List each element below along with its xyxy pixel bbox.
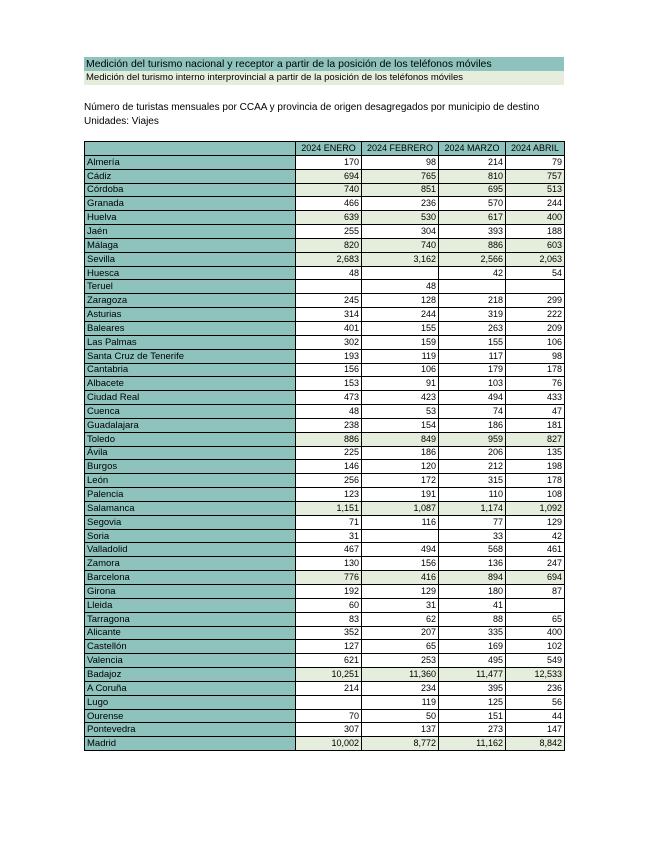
- table-row: [85, 391, 565, 405]
- value-cell: 70: [296, 709, 362, 723]
- province-name-cell: Baleares: [85, 321, 296, 335]
- value-cell: 193: [296, 349, 362, 363]
- province-name-cell: Valladolid: [85, 543, 296, 557]
- value-cell: 170: [296, 155, 362, 169]
- province-name-cell: Burgos: [85, 460, 296, 474]
- value-cell: 11,162: [439, 737, 506, 751]
- value-cell: 549: [506, 654, 565, 668]
- table-row: [85, 668, 565, 682]
- value-cell: [506, 280, 565, 294]
- value-cell: [362, 266, 439, 280]
- table-row: [85, 308, 565, 322]
- province-name-cell: Teruel: [85, 280, 296, 294]
- table-row: [85, 349, 565, 363]
- province-name-cell: Huesca: [85, 266, 296, 280]
- value-cell: 2,063: [506, 252, 565, 266]
- value-cell: 130: [296, 557, 362, 571]
- province-name-cell: Madrid: [85, 737, 296, 751]
- table-row: [85, 238, 565, 252]
- table-row: [85, 612, 565, 626]
- table-row: [85, 155, 565, 169]
- value-cell: 1,092: [506, 501, 565, 515]
- value-cell: 153: [296, 377, 362, 391]
- value-cell: 44: [506, 709, 565, 723]
- value-cell: 198: [506, 460, 565, 474]
- table-description: Número de turistas mensuales por CCAA y provincia de origen desagregados por municipio de destino: [84, 102, 540, 113]
- value-cell: 319: [439, 308, 506, 322]
- value-cell: 494: [439, 391, 506, 405]
- value-cell: 393: [439, 225, 506, 239]
- value-cell: 851: [362, 183, 439, 197]
- value-cell: 178: [506, 363, 565, 377]
- value-cell: 83: [296, 612, 362, 626]
- value-cell: 56: [506, 695, 565, 709]
- value-cell: 244: [362, 308, 439, 322]
- value-cell: 181: [506, 418, 565, 432]
- value-cell: 179: [439, 363, 506, 377]
- province-name-cell: Jaén: [85, 225, 296, 239]
- value-cell: 467: [296, 543, 362, 557]
- table-row: [85, 405, 565, 419]
- table-row: [85, 363, 565, 377]
- value-cell: 8,842: [506, 737, 565, 751]
- value-cell: 776: [296, 571, 362, 585]
- value-cell: 10,251: [296, 668, 362, 682]
- value-cell: 41: [439, 598, 506, 612]
- value-cell: 192: [296, 585, 362, 599]
- value-cell: 1,151: [296, 501, 362, 515]
- province-name-cell: Toledo: [85, 432, 296, 446]
- table-row: [85, 294, 565, 308]
- province-name-cell: Sevilla: [85, 252, 296, 266]
- value-cell: 116: [362, 515, 439, 529]
- province-name-cell: Guadalajara: [85, 418, 296, 432]
- value-cell: 31: [296, 529, 362, 543]
- value-cell: [439, 280, 506, 294]
- value-cell: 225: [296, 446, 362, 460]
- value-cell: 11,360: [362, 668, 439, 682]
- value-cell: 98: [506, 349, 565, 363]
- value-cell: [506, 598, 565, 612]
- column-header: 2024 ABRIL: [506, 142, 565, 156]
- value-cell: 186: [439, 418, 506, 432]
- value-cell: 466: [296, 197, 362, 211]
- table-row: [85, 723, 565, 737]
- value-cell: 886: [439, 238, 506, 252]
- value-cell: 191: [362, 488, 439, 502]
- table-row: [85, 446, 565, 460]
- value-cell: 810: [439, 169, 506, 183]
- province-name-cell: Salamanca: [85, 501, 296, 515]
- value-cell: 395: [439, 681, 506, 695]
- value-cell: 159: [362, 335, 439, 349]
- value-cell: 849: [362, 432, 439, 446]
- value-cell: 820: [296, 238, 362, 252]
- value-cell: 48: [296, 405, 362, 419]
- value-cell: 400: [506, 626, 565, 640]
- province-name-cell: Soria: [85, 529, 296, 543]
- province-name-cell: Lleida: [85, 598, 296, 612]
- value-cell: 209: [506, 321, 565, 335]
- value-cell: 494: [362, 543, 439, 557]
- province-name-cell: Ourense: [85, 709, 296, 723]
- value-cell: 207: [362, 626, 439, 640]
- table-row: [85, 681, 565, 695]
- value-cell: 335: [439, 626, 506, 640]
- value-cell: 91: [362, 377, 439, 391]
- value-cell: 154: [362, 418, 439, 432]
- value-cell: 568: [439, 543, 506, 557]
- table-row: [85, 183, 565, 197]
- value-cell: 3,162: [362, 252, 439, 266]
- value-cell: 169: [439, 640, 506, 654]
- value-cell: 214: [439, 155, 506, 169]
- value-cell: 740: [362, 238, 439, 252]
- table-body: [85, 155, 565, 750]
- value-cell: 102: [506, 640, 565, 654]
- value-cell: 48: [362, 280, 439, 294]
- value-cell: 256: [296, 474, 362, 488]
- value-cell: 530: [362, 211, 439, 225]
- province-name-cell: Córdoba: [85, 183, 296, 197]
- table-row: [85, 321, 565, 335]
- table-row: [85, 377, 565, 391]
- value-cell: 401: [296, 321, 362, 335]
- value-cell: 423: [362, 391, 439, 405]
- value-cell: 621: [296, 654, 362, 668]
- value-cell: 42: [439, 266, 506, 280]
- value-cell: 8,772: [362, 737, 439, 751]
- value-cell: 352: [296, 626, 362, 640]
- value-cell: 236: [362, 197, 439, 211]
- report-subtitle: Medición del turismo interno interprovincial a partir de la posición de los teléfonos móviles: [84, 71, 564, 85]
- value-cell: 1,174: [439, 501, 506, 515]
- province-name-cell: Castellón: [85, 640, 296, 654]
- value-cell: [362, 529, 439, 543]
- value-cell: 214: [296, 681, 362, 695]
- value-cell: 757: [506, 169, 565, 183]
- value-cell: 244: [506, 197, 565, 211]
- table-row: [85, 488, 565, 502]
- value-cell: [296, 695, 362, 709]
- units-label: Unidades: Viajes: [84, 116, 159, 127]
- value-cell: 617: [439, 211, 506, 225]
- value-cell: 110: [439, 488, 506, 502]
- value-cell: 433: [506, 391, 565, 405]
- value-cell: 87: [506, 585, 565, 599]
- value-cell: 212: [439, 460, 506, 474]
- column-header: 2024 FEBRERO: [362, 142, 439, 156]
- value-cell: 10,002: [296, 737, 362, 751]
- value-cell: 77: [439, 515, 506, 529]
- value-cell: 307: [296, 723, 362, 737]
- report-title: Medición del turismo nacional y receptor a partir de la posición de los teléfonos móviles: [84, 57, 564, 71]
- value-cell: 886: [296, 432, 362, 446]
- value-cell: 513: [506, 183, 565, 197]
- province-name-cell: Zaragoza: [85, 294, 296, 308]
- value-cell: 98: [362, 155, 439, 169]
- column-header: 2024 ENERO: [296, 142, 362, 156]
- province-name-cell: Cuenca: [85, 405, 296, 419]
- value-cell: 129: [506, 515, 565, 529]
- column-header: 2024 MARZO: [439, 142, 506, 156]
- value-cell: 2,683: [296, 252, 362, 266]
- table-row: [85, 474, 565, 488]
- table-row: [85, 598, 565, 612]
- value-cell: 273: [439, 723, 506, 737]
- value-cell: 65: [506, 612, 565, 626]
- value-cell: 603: [506, 238, 565, 252]
- table-row: [85, 543, 565, 557]
- value-cell: 222: [506, 308, 565, 322]
- value-cell: 12,533: [506, 668, 565, 682]
- table-row: [85, 418, 565, 432]
- value-cell: 136: [439, 557, 506, 571]
- value-cell: 245: [296, 294, 362, 308]
- table-row: [85, 626, 565, 640]
- table-row: [85, 501, 565, 515]
- province-name-cell: Pontevedra: [85, 723, 296, 737]
- province-name-cell: Ciudad Real: [85, 391, 296, 405]
- province-name-cell: Asturias: [85, 308, 296, 322]
- value-cell: 119: [362, 349, 439, 363]
- province-name-cell: Zamora: [85, 557, 296, 571]
- province-name-cell: Cantabria: [85, 363, 296, 377]
- province-name-cell: León: [85, 474, 296, 488]
- value-cell: 79: [506, 155, 565, 169]
- table-row: [85, 515, 565, 529]
- value-cell: 53: [362, 405, 439, 419]
- province-name-cell: A Coruña: [85, 681, 296, 695]
- value-cell: 103: [439, 377, 506, 391]
- table-row: [85, 225, 565, 239]
- value-cell: 11,477: [439, 668, 506, 682]
- value-cell: 127: [296, 640, 362, 654]
- value-cell: 299: [506, 294, 565, 308]
- value-cell: 236: [506, 681, 565, 695]
- value-cell: 765: [362, 169, 439, 183]
- value-cell: 119: [362, 695, 439, 709]
- province-name-cell: Las Palmas: [85, 335, 296, 349]
- value-cell: 76: [506, 377, 565, 391]
- table-row: [85, 709, 565, 723]
- province-name-cell: Granada: [85, 197, 296, 211]
- value-cell: 31: [362, 598, 439, 612]
- value-cell: 495: [439, 654, 506, 668]
- value-cell: 156: [296, 363, 362, 377]
- tourism-table: [84, 141, 565, 751]
- province-name-cell: Santa Cruz de Tenerife: [85, 349, 296, 363]
- province-name-cell: Palencia: [85, 488, 296, 502]
- province-name-cell: Segovia: [85, 515, 296, 529]
- value-cell: 125: [439, 695, 506, 709]
- table-row: [85, 571, 565, 585]
- table-row: [85, 737, 565, 751]
- value-cell: [296, 280, 362, 294]
- province-name-cell: Barcelona: [85, 571, 296, 585]
- province-name-cell: Ávila: [85, 446, 296, 460]
- value-cell: 473: [296, 391, 362, 405]
- value-cell: 639: [296, 211, 362, 225]
- table-row: [85, 557, 565, 571]
- province-name-cell: Albacete: [85, 377, 296, 391]
- province-name-cell: Valencia: [85, 654, 296, 668]
- value-cell: 315: [439, 474, 506, 488]
- value-cell: 71: [296, 515, 362, 529]
- value-cell: 54: [506, 266, 565, 280]
- table-row: [85, 585, 565, 599]
- value-cell: 694: [296, 169, 362, 183]
- value-cell: 88: [439, 612, 506, 626]
- table-row: [85, 529, 565, 543]
- value-cell: 48: [296, 266, 362, 280]
- value-cell: 151: [439, 709, 506, 723]
- table-row: [85, 266, 565, 280]
- province-name-cell: Lugo: [85, 695, 296, 709]
- table-row: [85, 654, 565, 668]
- value-cell: 106: [506, 335, 565, 349]
- value-cell: 60: [296, 598, 362, 612]
- value-cell: 65: [362, 640, 439, 654]
- table-row: [85, 432, 565, 446]
- value-cell: 180: [439, 585, 506, 599]
- value-cell: 206: [439, 446, 506, 460]
- value-cell: 400: [506, 211, 565, 225]
- value-cell: 120: [362, 460, 439, 474]
- table-row: [85, 211, 565, 225]
- value-cell: 302: [296, 335, 362, 349]
- province-name-cell: Málaga: [85, 238, 296, 252]
- value-cell: 146: [296, 460, 362, 474]
- table-row: [85, 460, 565, 474]
- value-cell: 959: [439, 432, 506, 446]
- value-cell: 416: [362, 571, 439, 585]
- value-cell: 255: [296, 225, 362, 239]
- value-cell: 1,087: [362, 501, 439, 515]
- value-cell: 123: [296, 488, 362, 502]
- value-cell: 172: [362, 474, 439, 488]
- value-cell: 695: [439, 183, 506, 197]
- value-cell: 570: [439, 197, 506, 211]
- table-row: [85, 197, 565, 211]
- table-row: [85, 640, 565, 654]
- header-corner-cell: [85, 142, 296, 156]
- value-cell: 263: [439, 321, 506, 335]
- table-row: [85, 169, 565, 183]
- value-cell: 128: [362, 294, 439, 308]
- value-cell: 74: [439, 405, 506, 419]
- value-cell: 135: [506, 446, 565, 460]
- value-cell: 50: [362, 709, 439, 723]
- value-cell: 827: [506, 432, 565, 446]
- value-cell: 894: [439, 571, 506, 585]
- value-cell: 304: [362, 225, 439, 239]
- province-name-cell: Cádiz: [85, 169, 296, 183]
- value-cell: 117: [439, 349, 506, 363]
- province-name-cell: Tarragona: [85, 612, 296, 626]
- value-cell: 106: [362, 363, 439, 377]
- value-cell: 108: [506, 488, 565, 502]
- value-cell: 186: [362, 446, 439, 460]
- value-cell: 461: [506, 543, 565, 557]
- value-cell: 155: [362, 321, 439, 335]
- value-cell: 694: [506, 571, 565, 585]
- province-name-cell: Alicante: [85, 626, 296, 640]
- value-cell: 137: [362, 723, 439, 737]
- province-name-cell: Badajoz: [85, 668, 296, 682]
- value-cell: 155: [439, 335, 506, 349]
- value-cell: 238: [296, 418, 362, 432]
- value-cell: 147: [506, 723, 565, 737]
- table-row: [85, 252, 565, 266]
- value-cell: 188: [506, 225, 565, 239]
- table-row: [85, 280, 565, 294]
- value-cell: 33: [439, 529, 506, 543]
- value-cell: 156: [362, 557, 439, 571]
- value-cell: 62: [362, 612, 439, 626]
- value-cell: 178: [506, 474, 565, 488]
- province-name-cell: Almería: [85, 155, 296, 169]
- value-cell: 740: [296, 183, 362, 197]
- value-cell: 314: [296, 308, 362, 322]
- value-cell: 2,566: [439, 252, 506, 266]
- table-header-row: [85, 142, 565, 156]
- value-cell: 253: [362, 654, 439, 668]
- value-cell: 247: [506, 557, 565, 571]
- province-name-cell: Huelva: [85, 211, 296, 225]
- value-cell: 42: [506, 529, 565, 543]
- value-cell: 234: [362, 681, 439, 695]
- value-cell: 218: [439, 294, 506, 308]
- value-cell: 129: [362, 585, 439, 599]
- table-row: [85, 695, 565, 709]
- value-cell: 47: [506, 405, 565, 419]
- province-name-cell: Girona: [85, 585, 296, 599]
- table-row: [85, 335, 565, 349]
